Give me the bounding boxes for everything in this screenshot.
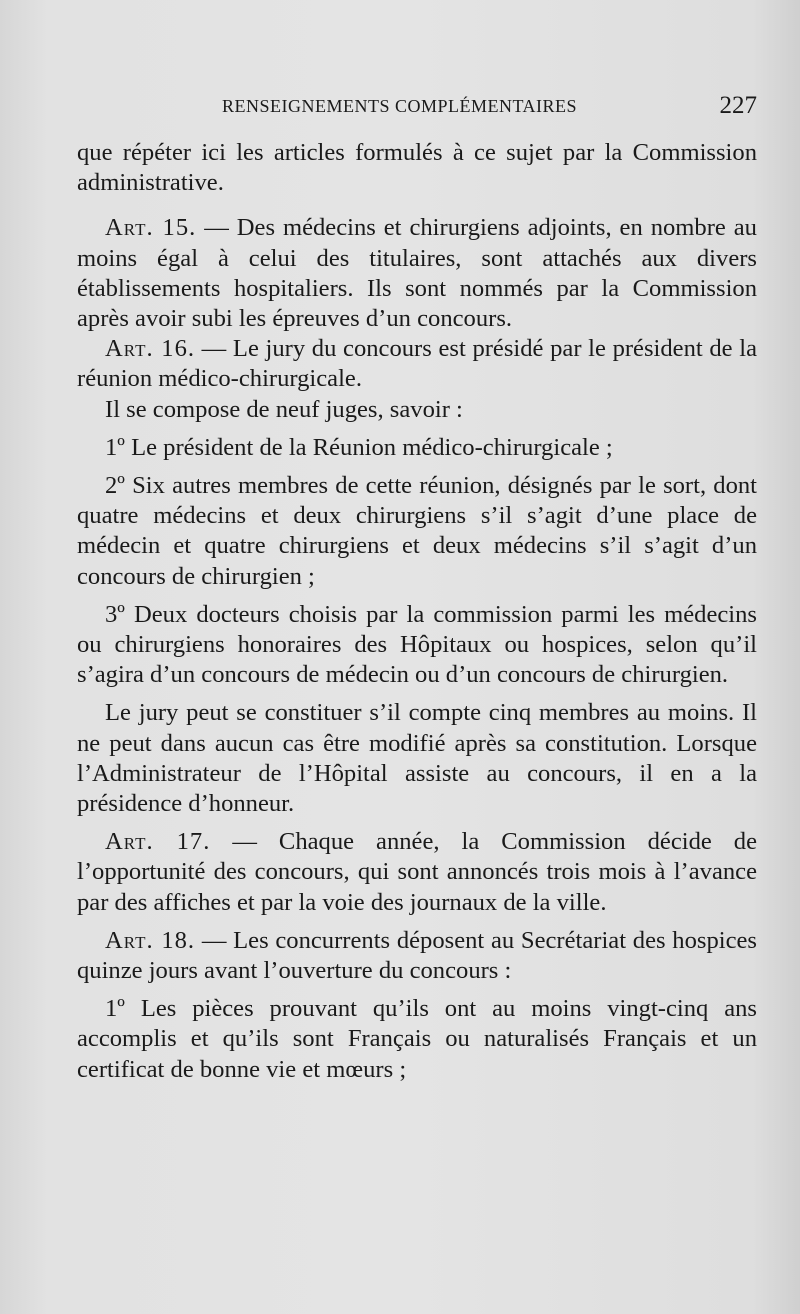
list-item-3 — [77, 600, 757, 691]
paragraph-text: — Chaque année, la Commission décide de l’opportunité des concours, qui sont annoncés trois mois à l’avance par des affiches et par la voie des journaux de la ville. — [77, 828, 757, 916]
paragraph-text: 3º Deux docteurs choisis par la commission parmi les médecins ou chirurgiens honoraires des Hôpitaux ou hospices, selon qu’il s’agira d’un concours de médecin ou d’un concours de chirurgien. — [77, 600, 757, 689]
body-text — [77, 138, 757, 1085]
paragraph-continuation — [77, 138, 757, 198]
paragraph-article-17 — [77, 827, 757, 918]
paragraph-text: Il se compose de neuf juges, savoir : — [105, 395, 463, 423]
article-label: Art. 15. — [105, 214, 197, 242]
running-head: RENSEIGNEMENTS COMPLÉMENTAIRES — [222, 96, 578, 116]
list-item-documents — [77, 994, 757, 1085]
paragraph-text: 1º Le président de la Réunion médico-chirurgicale ; — [105, 433, 613, 461]
paragraph-text: que répéter ici les articles formulés à ce sujet par la Commission administrative. — [77, 139, 757, 197]
page-header — [77, 92, 757, 128]
paragraph-text: Le jury peut se constituer s’il compte cinq membres au moins. Il ne peut dans aucun cas être modifié après sa constitution. Lorsque l’Administrateur de l’Hôpital assiste au concours, il en a la présidence d’honneur. — [77, 699, 757, 818]
paragraph-article-16 — [77, 334, 757, 394]
article-label: Art. 18. — [105, 926, 196, 954]
list-item-2 — [77, 471, 757, 592]
paragraph-article-18 — [77, 926, 757, 986]
paragraph-text: 1º Les pièces prouvant qu’ils ont au moins vingt-cinq ans accomplis et qu’ils sont Français ou naturalisés Français et un certificat de bonne vie et mœurs ; — [77, 995, 757, 1083]
list-item-1 — [77, 433, 757, 463]
paragraph-text: — Le jury du concours est présidé par le président de la réunion médico-chirurgicale. — [77, 335, 757, 393]
paragraph-jury-composition — [77, 395, 757, 425]
page-number: 227 — [719, 92, 757, 119]
paragraph-article-15 — [77, 213, 757, 334]
paragraph-text: — Les concurrents déposent au Secrétariat des hospices quinze jours avant l’ouverture du concours : — [77, 926, 757, 985]
paragraph-text: — Des médecins et chirurgiens adjoints, en nombre au moins égal à celui des titulaires, sont attachés aux divers établissements hospitaliers. Ils sont nommés par la Commission après avoir subi les épreuves d’un concours. — [77, 214, 757, 333]
article-label: Art. 16. — [105, 335, 196, 363]
page-content — [77, 92, 757, 1085]
article-label: Art. 17. — [105, 828, 211, 856]
paragraph-jury-quorum — [77, 698, 757, 819]
paragraph-text: 2º Six autres membres de cette réunion, désignés par le sort, dont quatre médecins et deux chirurgiens s’il s’agit d’une place de médecin et quatre chirurgiens et deux médecins s’il s’agit d’un concours de chirurgien ; — [77, 472, 757, 590]
